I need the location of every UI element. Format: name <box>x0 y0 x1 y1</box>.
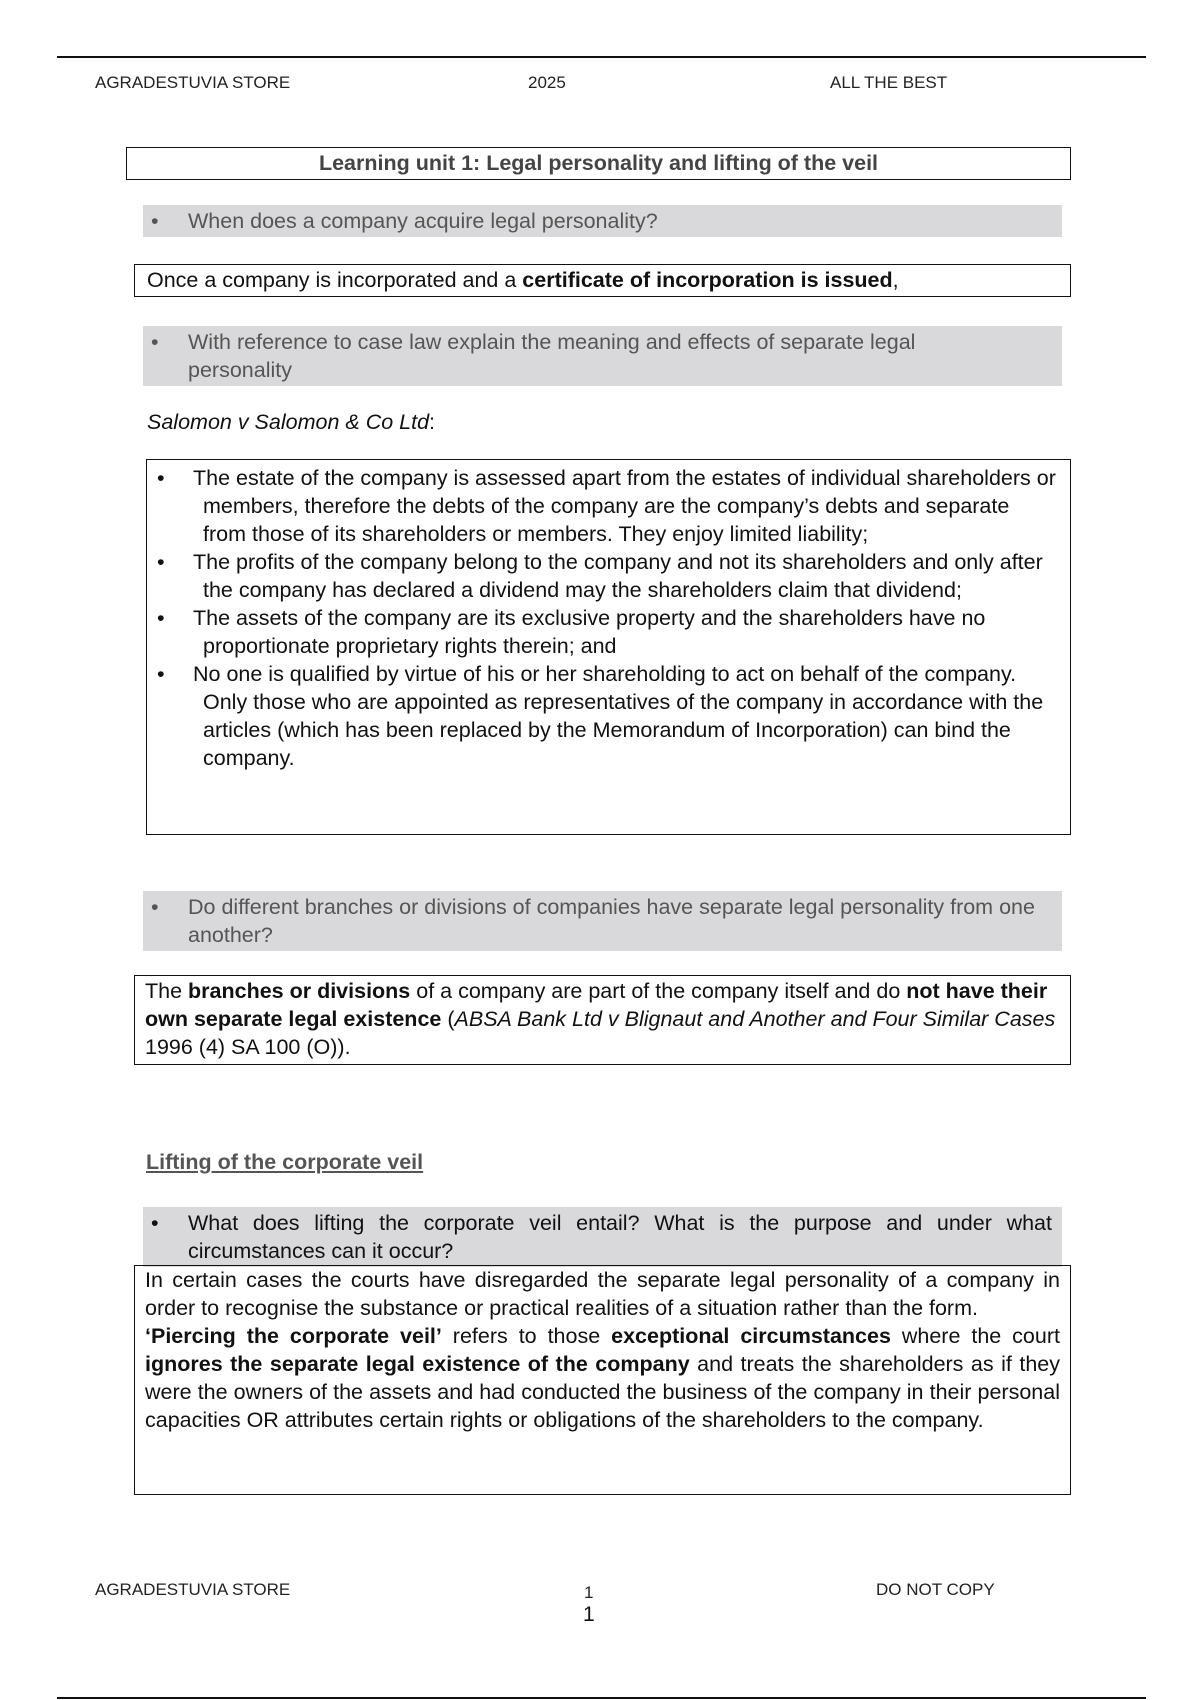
t: exceptional circumstances <box>611 1324 891 1348</box>
footer-left: AGRADESTUVIA STORE <box>95 1580 291 1599</box>
question-text: When does a company acquire legal personality? <box>188 209 658 233</box>
paragraph: In certain cases the courts have disregarded the separate legal personality of a company in order to recognise the substance or practical realities of a situation rather than the form. <box>145 1268 1060 1320</box>
list-item <box>147 604 1058 660</box>
bullet: • <box>151 330 159 354</box>
t: ( <box>441 1007 455 1031</box>
question-2 <box>143 326 1062 386</box>
case-citation: ABSA Bank Ltd v Blignaut and Another and Four Similar Cases <box>454 1007 1056 1031</box>
t: ignores the separate legal existence of the company <box>145 1352 690 1376</box>
t: The <box>145 979 189 1003</box>
question-text: With reference to case law explain the meaning and effects of separate legal personality <box>188 330 916 382</box>
t: ‘Piercing the corporate veil’ <box>145 1324 442 1348</box>
case-heading <box>147 410 435 435</box>
list-item <box>147 660 1058 772</box>
t: of a company are part of the company itself and do <box>410 979 907 1003</box>
answer-text: , <box>892 268 899 292</box>
answer-1 <box>134 264 1071 297</box>
answer-bold: certificate of incorporation is issued <box>522 268 893 292</box>
header-center: 2025 <box>528 73 566 92</box>
salomon-points-box <box>146 459 1071 835</box>
point-text: The profits of the company belong to the company and not its shareholders and only after the company has declared a dividend may the shareholders claim that dividend; <box>193 550 1043 602</box>
point-text: No one is qualified by virtue of his or her shareholding to act on behalf of the company. Only those who are appointed as representatives of the company in accordance with the articles (which has been replaced by the Memorandum of Incorporation) can bind the company. <box>193 662 1044 770</box>
bullet: • <box>157 662 165 686</box>
case-name: Salomon v Salomon & Co Ltd <box>147 410 430 434</box>
list-item <box>147 464 1058 548</box>
t: 1996 (4) SA 100 (O)). <box>145 1035 351 1059</box>
question-text: What does lifting the corporate veil entail? What is the purpose and under what circumstances can it occur? <box>188 1211 1052 1263</box>
bullet: • <box>151 1211 159 1235</box>
bullet: • <box>151 209 159 233</box>
bullet: • <box>157 550 165 574</box>
case-suffix: : <box>429 410 436 434</box>
question-1 <box>143 205 1062 237</box>
question-3 <box>143 891 1062 951</box>
question-4 <box>143 1207 1062 1267</box>
answer-3 <box>134 975 1071 1065</box>
bottom-rule <box>57 1697 1146 1699</box>
point-text: The assets of the company are its exclusive property and the shareholders have no proportionate proprietary rights therein; and <box>193 606 986 658</box>
bullet: • <box>157 466 165 490</box>
t: where the court <box>890 1324 1060 1348</box>
answer-4 <box>134 1265 1071 1495</box>
answer-text: Once a company is incorporated and a <box>147 268 523 292</box>
t: branches or divisions <box>188 979 411 1003</box>
footer-center: 1 <box>584 1583 594 1602</box>
header-left: AGRADESTUVIA STORE <box>95 73 291 92</box>
question-text: Do different branches or divisions of companies have separate legal personality from one another? <box>188 895 1035 947</box>
section-heading: Lifting of the corporate veil <box>146 1150 424 1174</box>
t: and treats the shareholders as if they were the owners of the assets and had conducted the business of the company in their personal capacities OR attributes certain rights or obligations of the shareholders to the company. <box>145 1352 1060 1432</box>
bullet: • <box>151 895 159 919</box>
list-item <box>147 548 1058 604</box>
page-title: Learning unit 1: Legal personality and lifting of the veil <box>126 147 1071 180</box>
t: refers to those <box>441 1324 612 1348</box>
bullet: • <box>157 606 165 630</box>
point-text: The estate of the company is assessed apart from the estates of individual shareholders or members, therefore the debts of the company are the company’s debts and separate from those of its shareholders or members. They enjoy limited liability; <box>193 466 1056 546</box>
t: not have their own separate legal existence <box>145 979 1048 1031</box>
top-rule <box>57 56 1146 58</box>
header-right: ALL THE BEST <box>830 73 948 92</box>
page-number: 1 <box>583 1603 595 1626</box>
footer-right: DO NOT COPY <box>876 1580 995 1599</box>
salomon-points-list <box>147 464 1058 772</box>
